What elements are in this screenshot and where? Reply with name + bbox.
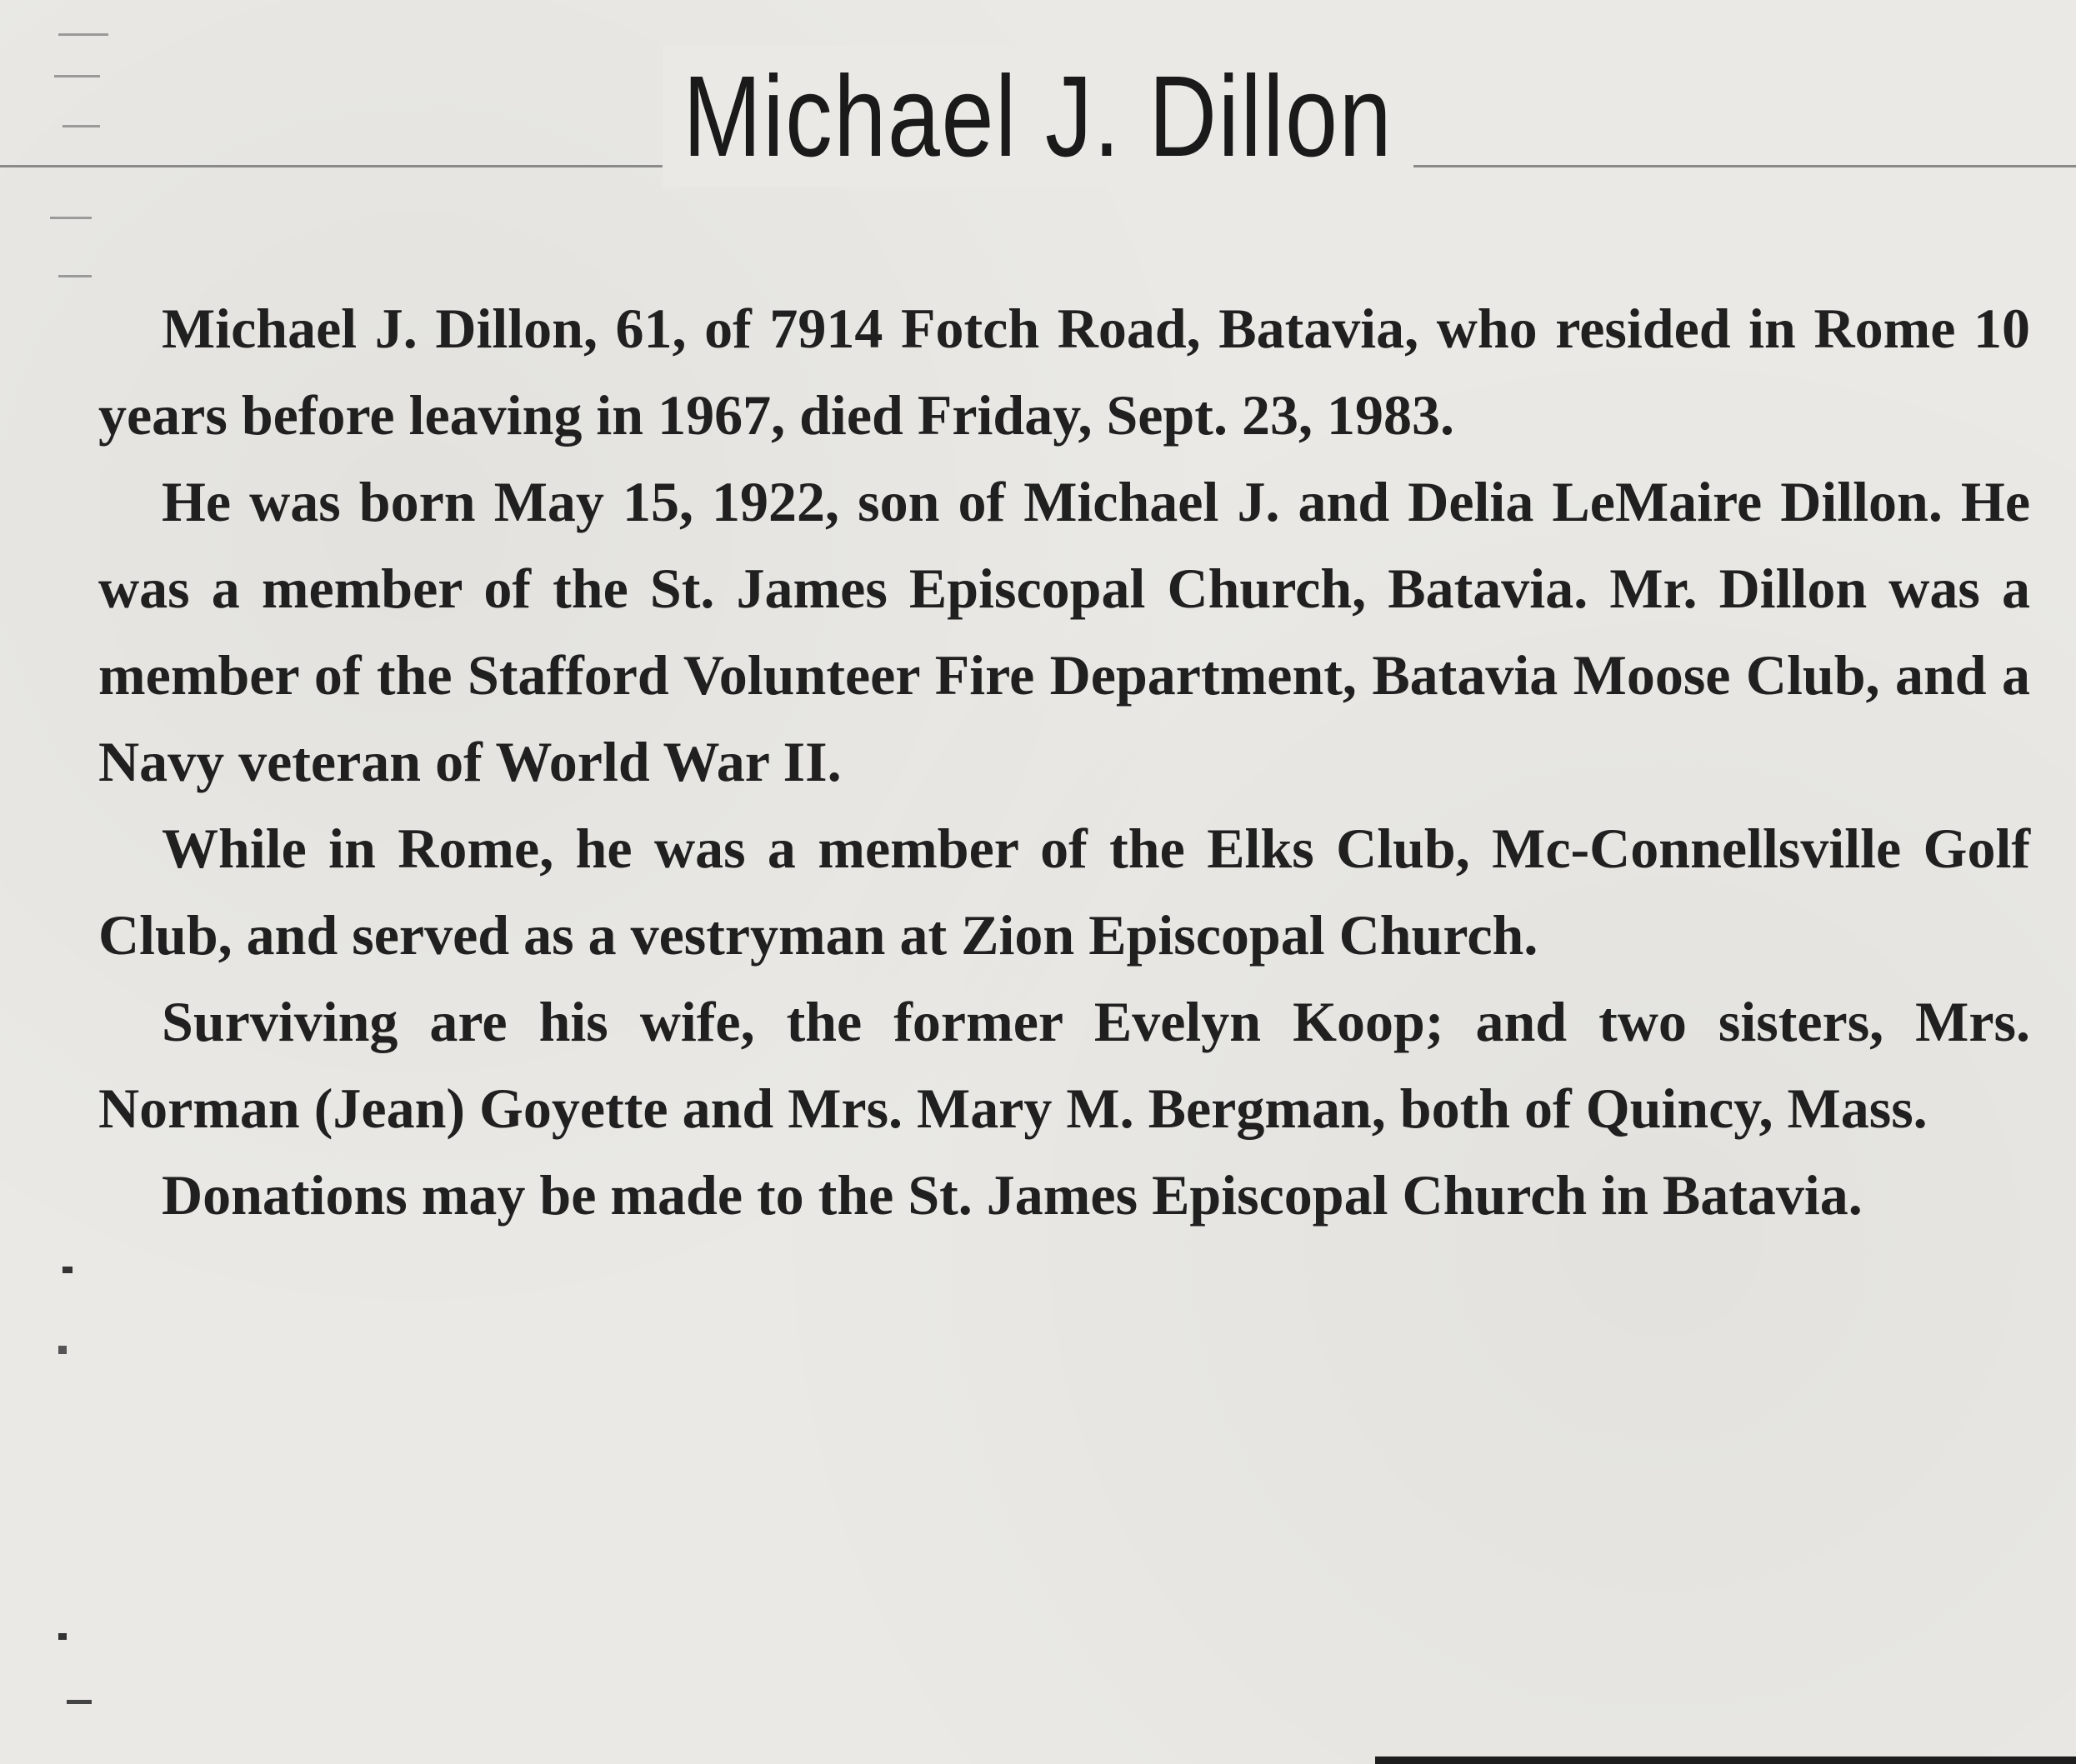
paragraph-donations: Donations may be made to the St. James Episcopal Church in Batavia.: [162, 1163, 1863, 1227]
paragraph-survivors: Surviving are his wife, the former Evelyn Koop; and two sisters, Mrs. Norman (Jean) Goyette and Mrs. Mary M. Bergman, both of Quincy, Mass.: [98, 990, 2030, 1140]
headline-text: Michael J. Dillon: [663, 46, 1413, 187]
obituary-body: [98, 285, 2030, 1238]
margin-noise: [33, 0, 92, 1764]
paragraph-biography: He was born May 15, 1922, son of Michael J. and Delia LeMaire Dillon. He was a member of the St. James Episcopal Church, Batavia. Mr. Dillon was a member of the Stafford Volunteer Fire Department, Batavia Moose Club, and a Navy veteran of World War II.: [98, 470, 2030, 793]
paragraph-rome-activities: While in Rome, he was a member of the Elks Club, Mc-Connellsville Golf Club, and served as a vestryman at Zion Episcopal Church.: [98, 817, 2030, 967]
headline: [0, 46, 2076, 187]
bottom-edge-rule: [1375, 1757, 2076, 1764]
paragraph-death-notice: Michael J. Dillon, 61, of 7914 Fotch Road, Batavia, who resided in Rome 10 years before leaving in 1967, died Friday, Sept. 23, 1983.: [98, 297, 2030, 447]
